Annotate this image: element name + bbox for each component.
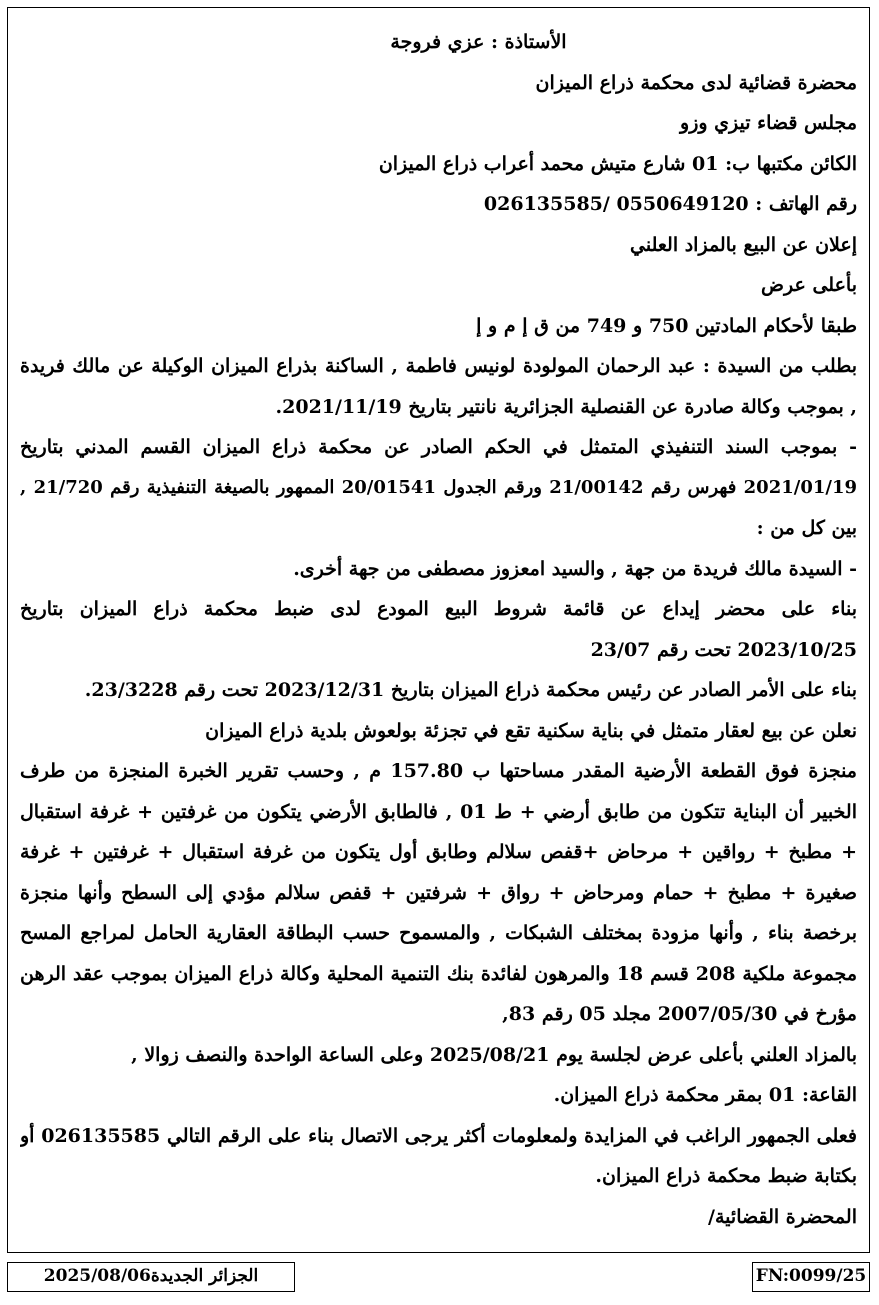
body-line: صغيرة + مطبخ + حمام ومرحاض + رواق + شرفتين + قفص سلالم مؤدي إلى السطح وأنها منجزة [20, 881, 857, 904]
signature-label: المحضرة القضائية/ [708, 1205, 857, 1228]
body-line: , بموجب وكالة صادرة عن القنصلية الجزائرية نانتير بتاريخ 2021/11/19. [275, 395, 857, 418]
body-line: مؤرخ في 2007/05/30 مجلد 05 رقم 83, [502, 1003, 857, 1025]
phone-numbers: رقم الهاتف : 0550649120 /026135585 [483, 193, 857, 215]
body-line: الخبير أن البناية تتكون من طابق أرضي + ط 01 , فالطابق الأرضي يتكون من غرفتين + غرفة استقبال [20, 800, 857, 823]
body-line: - بموجب السند التنفيذي المتمثل في الحكم الصادر عن محكمة ذراع الميزان القسم المدني بتاريخ [20, 436, 857, 458]
body-line: + مطبخ + رواقين + مرحاض +قفص سلالم وطابق أول يتكون من غرفة استقبال + غرفتين + غرفة [20, 841, 857, 863]
auction-hall-line: القاعة: 01 بمقر محكمة ذراع الميزان. [553, 1084, 857, 1106]
contact-line: بكتابة ضبط محكمة ذراع الميزان. [595, 1165, 857, 1187]
office-address: الكائن مكتبها ب: 01 شارع متيش محمد أعراب ذراع الميزان [378, 152, 857, 175]
body-line: بطلب من السيدة : عبد الرحمان المولودة لونيس فاطمة , الساكنة بذراع الميزان الوكيلة عن مالك فريدة [20, 355, 857, 377]
newspaper-date-box: الجزائر الجديدة2025/08/06 [7, 1262, 295, 1292]
body-line: مجموعة ملكية 208 قسم 18 والمرهون لفائدة بنك التنمية المحلية وكالة ذراع الميزان بموجب عقد الرهن [20, 962, 857, 985]
notice-subheading: بأعلى عرض [761, 274, 857, 296]
body-line: - السيدة مالك فريدة من جهة , والسيد امعزوز مصطفى من جهة أخرى. [293, 557, 857, 580]
notary-name: الأستاذة : عزي فروجة [390, 31, 567, 53]
body-line: بناء على محضر إيداع عن قائمة شروط البيع المودع لدى ضبط محكمة ذراع الميزان بتاريخ [20, 598, 857, 620]
notice-heading: إعلان عن البيع بالمزاد العلني [630, 233, 857, 256]
body-line: بناء على الأمر الصادر عن رئيس محكمة ذراع الميزان بتاريخ 2023/12/31 تحت رقم 23/3228. [84, 679, 857, 701]
auction-date-line: بالمزاد العلني بأعلى عرض لجلسة يوم 2025/08/21 وعلى الساعة الواحدة والنصف زوالا , [131, 1043, 857, 1066]
body-line: نعلن عن بيع لعقار متمثل في بناية سكنية تقع في تجزئة بولعوش بلدية ذراع الميزان [205, 719, 857, 742]
reference-number-box: FN:0099/25 [752, 1262, 870, 1292]
contact-line: فعلى الجمهور الراغب في المزايدة ولمعلومات أكثر يرجى الاتصال بناء على الرقم التالي 026135585 أو [20, 1124, 857, 1147]
body-line: برخصة بناء , وأنها مزودة بمختلف الشبكات , والمسموح حسب البطاقة العقارية الحامل لمراجع المسح [20, 922, 857, 944]
court-council: مجلس قضاء تيزي وزو [680, 112, 857, 134]
body-line: بين كل من : [756, 517, 857, 539]
body-line: 2023/10/25 تحت رقم 23/07 [590, 638, 857, 661]
body-line: 2021/01/19 فهرس رقم 21/00142 ورقم الجدول 20/01541 الممهور بالصيغة التنفيذية رقم 21/720 , [20, 476, 857, 498]
body-line: منجزة فوق القطعة الأرضية المقدر مساحتها ب 157.80 م , وحسب تقرير الخبرة المنجزة من طرف [20, 760, 857, 782]
notice-body [20, 22, 857, 1237]
notary-title: محضرة قضائية لدى محكمة ذراع الميزان [535, 71, 857, 94]
legal-basis: طبقا لأحكام المادتين 750 و 749 من ق إ م و إ [476, 314, 857, 337]
